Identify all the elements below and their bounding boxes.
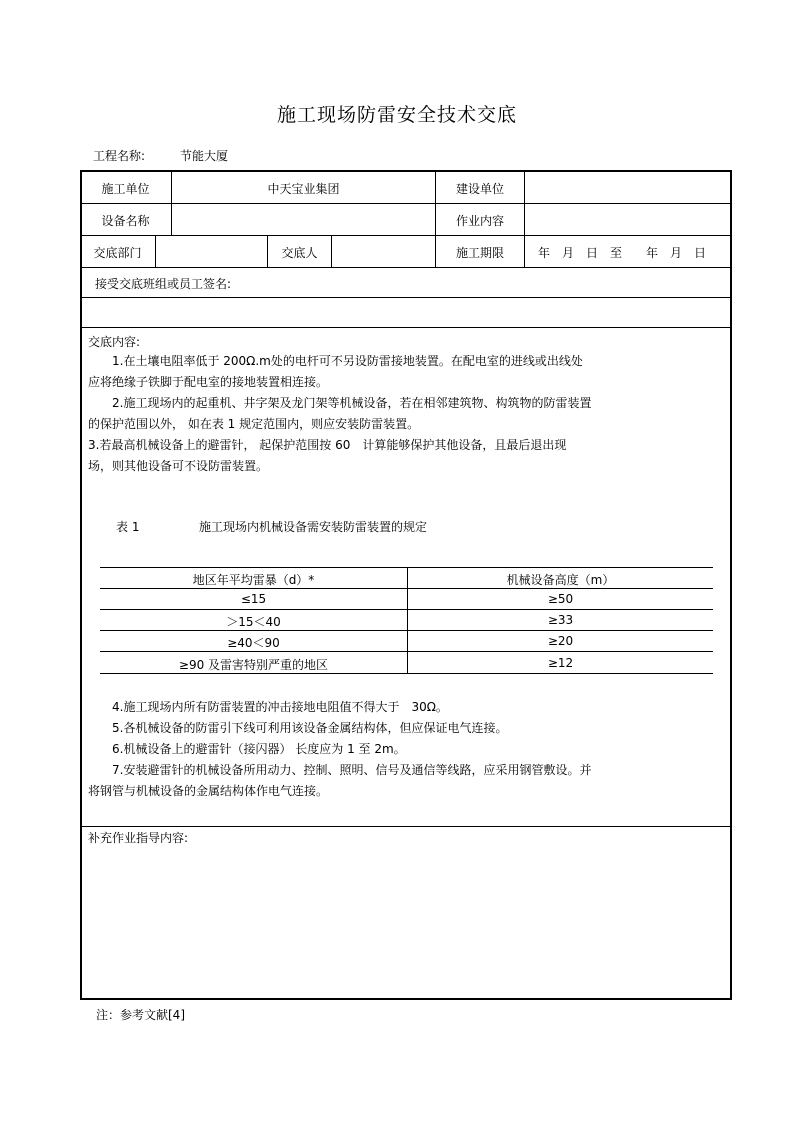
content-line: 1.在土壤电阻率低于 200Ω.m处的电杆可不另设防雷接地装置。在配电室的进线或出线处 [88, 354, 583, 368]
content-label: 交底内容: [88, 335, 141, 349]
period-value: 年 月 日 至 年 月 日 [538, 246, 707, 260]
col-divider [331, 235, 332, 267]
col-divider [524, 170, 525, 267]
row-divider [80, 267, 732, 268]
project-name-label: 工程名称: [93, 149, 146, 163]
row-divider [80, 203, 732, 204]
construction-unit-value: 中天宝业集团 [267, 182, 340, 196]
work-content-label: 作业内容 [455, 214, 504, 228]
content-line: 5.各机械设备的防雷引下线可利用该设备金属结构体，但应保证电气连接。 [88, 721, 508, 735]
row-divider [80, 297, 732, 298]
presenter-label: 交底人 [281, 246, 318, 260]
table-header-cell: 机械设备高度（m） [506, 573, 615, 587]
project-name-value: 节能大厦 [180, 149, 229, 163]
col-divider [155, 235, 156, 267]
table-caption-number: 表 1 [116, 520, 140, 534]
table-rule [100, 673, 713, 674]
table-cell: ≥33 [547, 613, 574, 627]
table-cell: ≥20 [547, 634, 574, 648]
table-cell: ≤15 [240, 592, 267, 606]
content-line: 的保护范围以外， 如在表 1 规定范围内，则应安装防雷装置。 [88, 417, 420, 431]
construction-unit-label: 施工单位 [101, 182, 150, 196]
content-line: 应将绝缘子铁脚于配电室的接地装置相连接。 [88, 375, 329, 389]
content-line: 将钢管与机械设备的金属结构体作电气连接。 [88, 784, 329, 798]
supplement-label: 补充作业指导内容: [88, 831, 189, 845]
table-cell: ≥90 及雷害特别严重的地区 [178, 658, 329, 672]
content-line: 7.安装避雷针的机械设备所用动力、控制、照明、信号及通信等线路，应采用钢管敷设。并 [88, 763, 592, 777]
table-cell: ≥50 [547, 592, 574, 606]
row-divider [80, 826, 732, 827]
table-header-cell: 地区年平均雷暴（d）* [192, 573, 315, 587]
table-cell: ≥12 [547, 656, 574, 670]
content-line: 2.施工现场内的起重机、井字架及龙门架等机械设备，若在相邻建筑物、构筑物的防雷装置 [88, 396, 592, 410]
period-label: 施工期限 [455, 246, 504, 260]
row-divider [80, 235, 732, 236]
content-line: 3.若最高机械设备上的避雷针， 起保护范围按 60 计算能够保护其他设备，且最后退出现 [88, 438, 567, 452]
table-caption-text: 施工现场内机械设备需安装防雷装置的规定 [199, 520, 428, 534]
page-title: 施工现场防雷安全技术交底 [276, 104, 517, 126]
table-cell: ＞15＜40 [226, 615, 281, 629]
row-divider [80, 327, 732, 328]
department-label: 交底部门 [93, 246, 142, 260]
builder-unit-label: 建设单位 [455, 182, 504, 196]
signature-label: 接受交底班组或员工签名: [95, 277, 232, 291]
table-cell: ≥40＜90 [227, 636, 280, 650]
content-line: 4.施工现场内所有防雷装置的冲击接地电阻值不得大于 30Ω。 [88, 700, 448, 714]
content-line: 6.机械设备上的避雷针（接闪器） 长度应为 1 至 2m。 [88, 742, 406, 756]
footnote: 注：参考文献[4] [96, 1008, 185, 1022]
equipment-name-label: 设备名称 [101, 214, 150, 228]
content-line: 场，则其他设备可不设防雷装置。 [88, 459, 269, 473]
